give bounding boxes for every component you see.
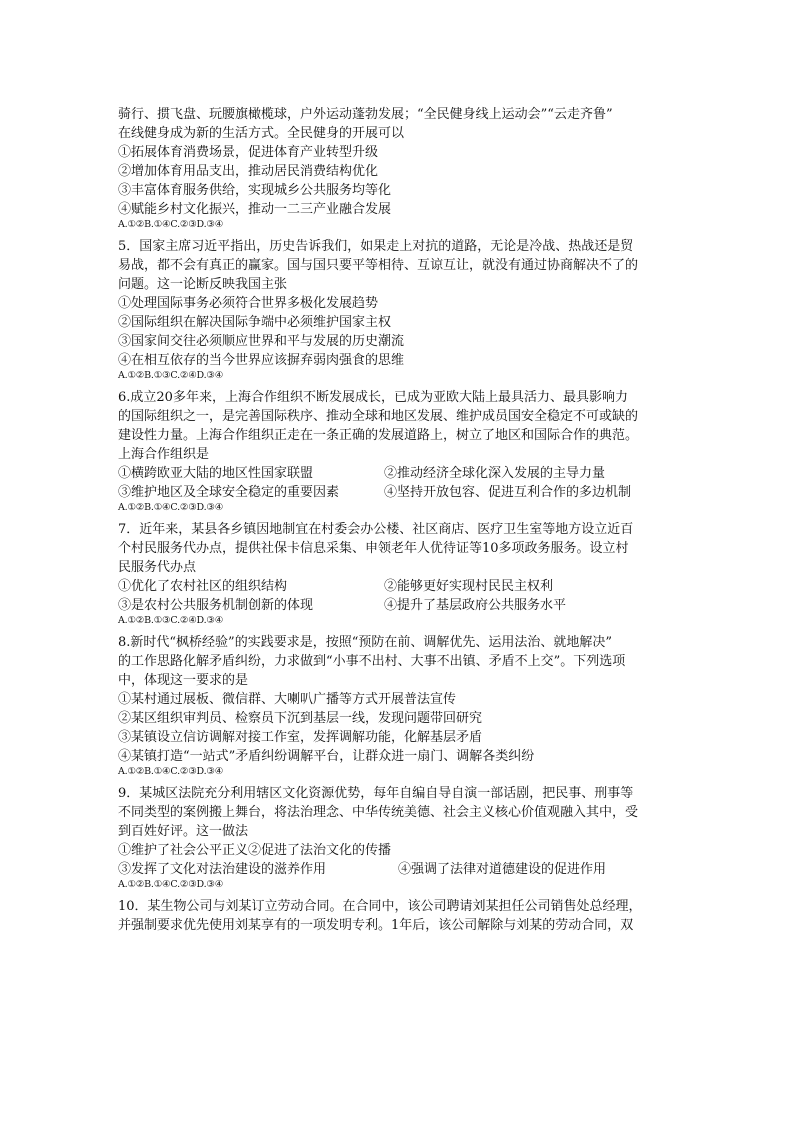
question-8 <box>118 633 678 778</box>
q7-stem-line: 7．近年来，某县各乡镇因地制宜在村委会办公楼、社区商店、医疗卫生室等地方设立近百 <box>118 522 634 537</box>
q6-option-1: ①横跨欧亚大陆的地区性国家联盟 <box>118 466 314 481</box>
q6-stem-line: 6.成立20多年来，上海合作组织不断发展成长，已成为亚欧大陆上最具活力、最具影响力 <box>118 390 628 405</box>
question-5 <box>118 237 678 382</box>
question-4 <box>118 105 678 231</box>
q5-answer-choices: A.①②B.①③C.②④D.③④ <box>118 370 224 381</box>
question-10 <box>118 897 678 935</box>
q9-option-3: ③发挥了文化对法治建设的滋养作用 <box>118 862 327 877</box>
q6-options-row <box>118 483 678 502</box>
q4-stem-line: 骑行、掼飞盘、玩腰旗橄榄球，户外运动蓬勃发展；“全民健身线上运动会”“云走齐鲁” <box>118 107 613 122</box>
q8-option-2: ②某区组织审判员、检察员下沉到基层一线，发现问题带回研究 <box>118 711 483 726</box>
q4-option-1: ①拓展体育消费场景，促进体育产业转型升级 <box>118 145 379 160</box>
q9-answer-choices: A.①②B.①④C.②③D.③④ <box>118 879 224 890</box>
q10-stem-line: 10．某生物公司与刘某订立劳动合同。在合同中，该公司聘请刘某担任公司销售处总经理， <box>118 899 642 914</box>
q6-stem-line: 上海合作组织是 <box>118 447 210 462</box>
q7-option-2: ②能够更好实现村民民主权利 <box>384 579 554 594</box>
q4-answer-choices: A.①②B.①④C.②③D.③④ <box>118 219 224 230</box>
q9-options-row: ①维护了社会公平正义②促进了法治文化的传播 <box>118 843 392 858</box>
q9-stem-line: 不同类型的案例搬上舞台，将法治理念、中华传统美德、社会主义核心价值观融入其中，受 <box>118 805 639 820</box>
q7-option-4: ④提升了基层政府公共服务水平 <box>384 598 567 613</box>
q5-stem-line: 易战，都不会有真正的赢家。国与国只要平等相待、互谅互让，就没有通过协商解决不了的 <box>118 258 639 273</box>
q6-stem-line: 建设性力量。上海合作组织正走在一条正确的发展道路上，树立了地区和国际合作的典范。 <box>118 428 639 443</box>
q4-option-2: ②增加体育用品支出，推动居民消费结构优化 <box>118 164 379 179</box>
q7-stem-line: 个村民服务代办点，提供社保卡信息采集、申领老年人优待证等10多项政务服务。设立村 <box>118 541 629 556</box>
q9-stem-line: 9．某城区法院充分利用辖区文化资源优势，每年自编自导自演一部话剧，把民事、刑事等 <box>118 786 634 801</box>
q6-option-4: ④坚持开放包容、促进互利合作的多边机制 <box>384 485 632 500</box>
q5-option-2: ②国际组织在解决国际争端中必须维护国家主权 <box>118 315 392 330</box>
q9-options-row <box>118 860 678 879</box>
question-7 <box>118 520 678 627</box>
page-content <box>118 105 678 935</box>
q9-stem-line: 到百姓好评。这一做法 <box>118 824 249 839</box>
question-9 <box>118 784 678 891</box>
q7-option-3: ③是农村公共服务机制创新的体现 <box>118 598 314 613</box>
q7-option-1: ①优化了农村社区的组织结构 <box>118 579 288 594</box>
q5-option-3: ③国家间交往必须顺应世界和平与发展的历史潮流 <box>118 334 405 349</box>
q10-stem-line: 并强制要求优先使用刘某享有的一项发明专利。1年后，该公司解除与刘某的劳动合同，双 <box>118 918 634 933</box>
q8-stem-line: 的工作思路化解矛盾纠纷，力求做到“小事不出村、大事不出镇、矛盾不上交”。下列选项 <box>118 654 626 669</box>
q7-stem-line: 民服务代办点 <box>118 560 197 575</box>
q5-stem-line: 问题。这一论断反映我国主张 <box>118 277 288 292</box>
q6-options-row <box>118 464 678 483</box>
q8-option-3: ③某镇设立信访调解对接工作室，发挥调解功能，化解基层矛盾 <box>118 730 483 745</box>
q6-answer-choices: A.①②B.①④C.②③D.③④ <box>118 502 224 513</box>
q9-option-4: ④强调了法律对道德建设的促进作用 <box>398 862 607 877</box>
question-6 <box>118 388 678 514</box>
q5-option-4: ④在相互依存的当今世界应该摒弃弱肉强食的思维 <box>118 353 405 368</box>
q8-option-1: ①某村通过展板、微信群、大喇叭广播等方式开展普法宣传 <box>118 692 457 707</box>
q8-stem-line: 8.新时代“枫桥经验”的实践要求是，按照“预防在前、调解优先、运用法治、就地解决” <box>118 635 612 650</box>
q5-stem-line: 5．国家主席习近平指出，历史告诉我们，如果走上对抗的道路，无论是冷战、热战还是贸 <box>118 239 634 254</box>
q4-stem-line: 在线健身成为新的生活方式。全民健身的开展可以 <box>118 126 405 141</box>
q6-option-2: ②推动经济全球化深入发展的主导力量 <box>384 466 606 481</box>
q8-option-4: ④某镇打造“一站式”矛盾纠纷调解平台，让群众进一扇门、调解各类纠纷 <box>118 749 535 764</box>
q5-option-1: ①处理国际事务必须符合世界多极化发展趋势 <box>118 296 379 311</box>
q4-option-4: ④赋能乡村文化振兴，推动一二三产业融合发展 <box>118 202 392 217</box>
q7-options-row <box>118 596 678 615</box>
q7-answer-choices: A.①②B.①③C.②④D.③④ <box>118 615 224 626</box>
q6-stem-line: 的国际组织之一，是完善国际秩序、推动全球和地区发展、维护成员国安全稳定不可或缺的 <box>118 409 639 424</box>
q4-option-3: ③丰富体育服务供给，实现城乡公共服务均等化 <box>118 183 392 198</box>
q8-answer-choices: A.①②B.①④C.②③D.③④ <box>118 766 224 777</box>
q7-options-row <box>118 577 678 596</box>
q6-option-3: ③维护地区及全球安全稳定的重要因素 <box>118 485 340 500</box>
q8-stem-line: 中，体现这一要求的是 <box>118 673 249 688</box>
